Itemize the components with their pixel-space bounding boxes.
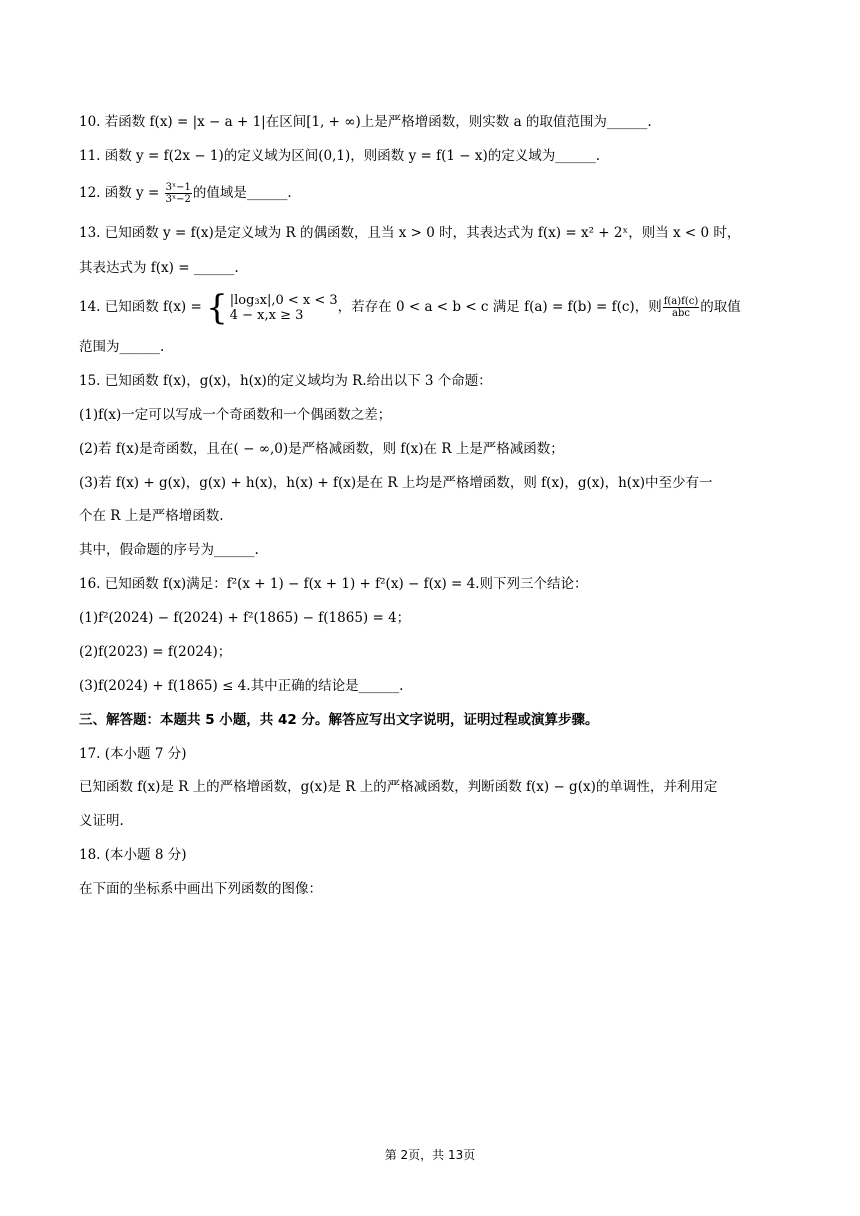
q12-fraction (165, 182, 192, 205)
question-11: 11. 函数 y = f(2x − 1)的定义域为区间(0,1)，则函数 y = f(1 − x)的定义域为______. (79, 148, 601, 164)
question-17-body: 已知函数 f(x)是 R 上的严格增函数，g(x)是 R 上的严格减函数，判断函数 f(x) − g(x)的单调性，并利用定 (79, 779, 718, 795)
section-heading: 三、解答题：本题共 5 小题，共 42 分。解答应写出文字说明，证明过程或演算步骤。 (79, 712, 599, 728)
question-14-line2: 范围为______. (79, 339, 165, 355)
q12-numerator: 3ˣ−1 (165, 182, 191, 193)
question-18-title: 18. (本小题 8 分) (79, 847, 187, 863)
q14-piecewise (206, 287, 338, 328)
question-16-item-3: (3)f(2024) + f(1865) ≤ 4.其中正确的结论是______. (79, 678, 404, 694)
q14-case-1: |log₃x|,0 < x < 3 (229, 292, 338, 308)
question-16-item-2: (2)f(2023) = f(2024)； (79, 644, 232, 660)
question-15-item-3: (3)若 f(x) + g(x)，g(x) + h(x)，h(x) + f(x)是在 R 上均是严格增函数，则 f(x)，g(x)，h(x)中至少有一 (79, 475, 713, 491)
q14-suffix: 的取值 (700, 299, 741, 315)
question-16-item-1: (1)f²(2024) − f(2024) + f²(1865) − f(1865) = 4； (79, 610, 411, 626)
q14-denominator: abc (672, 308, 690, 319)
question-16-stem: 16. 已知函数 f(x)满足：f²(x + 1) − f(x + 1) + f²(x) − f(x) = 4.则下列三个结论： (79, 576, 588, 592)
question-14 (79, 287, 800, 328)
question-15-item-2: (2)若 f(x)是奇函数，且在( − ∞,0)是严格减函数，则 f(x)在 R 上是严格减函数； (79, 441, 564, 457)
left-brace-icon: { (206, 287, 228, 328)
question-17-body-cont: 义证明. (79, 813, 124, 829)
question-15-answer: 其中，假命题的序号为______. (79, 542, 259, 558)
question-13-line1: 13. 已知函数 y = f(x)是定义域为 R 的偶函数，且当 x > 0 时，其表达式为 f(x) = x² + 2ˣ，则当 x < 0 时， (79, 225, 741, 241)
question-17-title: 17. (本小题 7 分) (79, 746, 187, 762)
question-18-body: 在下面的坐标系中画出下列函数的图像： (79, 881, 322, 897)
question-10: 10. 若函数 f(x) = |x − a + 1|在区间[1, + ∞)上是严格增函数，则实数 a 的取值范围为______. (79, 114, 652, 130)
q14-prefix: 14. 已知函数 f(x) = (79, 299, 207, 315)
question-13-line2: 其表达式为 f(x) = ______. (79, 260, 239, 276)
q12-denominator: 3ˣ−2 (165, 194, 191, 205)
question-15-item-1: (1)f(x)一定可以写成一个奇函数和一个偶函数之差； (79, 407, 392, 423)
q14-middle: ，若存在 0 < a < b < c 满足 f(a) = f(b) = f(c)，则 (337, 299, 662, 315)
q14-fraction (663, 296, 700, 319)
question-15-item-3-cont: 个在 R 上是严格增函数. (79, 508, 224, 524)
question-12 (79, 182, 800, 205)
q14-numerator: f(a)f(c) (663, 296, 699, 307)
question-15-stem: 15. 已知函数 f(x)，g(x)，h(x)的定义域均为 R.给出以下 3 个命题： (79, 373, 492, 389)
q12-prefix: 12. 函数 y = (79, 185, 164, 201)
q14-case-2: 4 − x,x ≥ 3 (229, 307, 304, 323)
q12-suffix: 的值域是______. (192, 185, 292, 201)
page-footer: 第 2页，共 13页 (384, 1148, 476, 1162)
